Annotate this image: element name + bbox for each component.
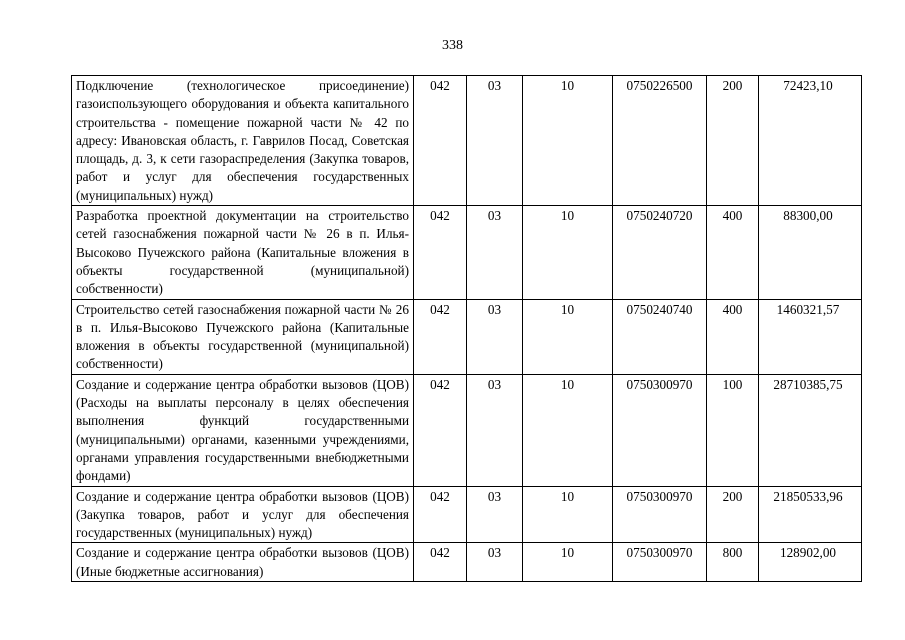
row-subsection-code: 10 — [523, 486, 613, 543]
row-expense-type: 400 — [707, 206, 759, 299]
row-ministry-code: 042 — [414, 374, 467, 486]
row-description: Создание и содержание центра обработки вызовов (ЦОВ) (Закупка товаров, работ и услуг для обеспечения государственных (муниципальных) нужд) — [72, 486, 414, 543]
row-expense-type: 200 — [707, 486, 759, 543]
row-ministry-code: 042 — [414, 486, 467, 543]
row-description: Строительство сетей газоснабжения пожарной части № 26 в п. Илья-Высоково Пучежского района (Капитальные вложения в объекты государственной (муниципальной) собственности) — [72, 299, 414, 374]
row-description: Подключение (технологическое присоединение) газоиспользующего оборудования и объекта капитального строительства - помещение пожарной части № 42 по адресу: Ивановская область, г. Гаврилов Посад, Советская площадь, д. 3, к сети газораспределения (Закупка товаров, работ и услуг для обеспечения государственных (муниципальных) нужд) — [72, 76, 414, 206]
row-description: Создание и содержание центра обработки вызовов (ЦОВ) (Иные бюджетные ассигнования) — [72, 543, 414, 582]
row-target-article: 0750240720 — [613, 206, 707, 299]
row-subsection-code: 10 — [523, 543, 613, 582]
row-expense-type: 100 — [707, 374, 759, 486]
row-section-code: 03 — [467, 206, 523, 299]
row-expense-type: 200 — [707, 76, 759, 206]
row-amount: 28710385,75 — [759, 374, 862, 486]
budget-table — [71, 75, 862, 582]
row-amount: 128902,00 — [759, 543, 862, 582]
row-ministry-code: 042 — [414, 543, 467, 582]
row-target-article: 0750226500 — [613, 76, 707, 206]
row-subsection-code: 10 — [523, 76, 613, 206]
row-subsection-code: 10 — [523, 206, 613, 299]
table-row — [72, 543, 862, 582]
table-row — [72, 374, 862, 486]
table-row — [72, 206, 862, 299]
table-row — [72, 486, 862, 543]
row-target-article: 0750300970 — [613, 543, 707, 582]
row-section-code: 03 — [467, 486, 523, 543]
table-row — [72, 76, 862, 206]
row-description: Разработка проектной документации на строительство сетей газоснабжения пожарной части № 26 в п. Илья-Высоково Пучежского района (Капитальные вложения в объекты государственной (муниципальной) собственности) — [72, 206, 414, 299]
row-expense-type: 800 — [707, 543, 759, 582]
row-amount: 1460321,57 — [759, 299, 862, 374]
row-section-code: 03 — [467, 543, 523, 582]
table-body — [72, 76, 862, 582]
table-row — [72, 299, 862, 374]
row-target-article: 0750240740 — [613, 299, 707, 374]
row-expense-type: 400 — [707, 299, 759, 374]
row-description: Создание и содержание центра обработки вызовов (ЦОВ) (Расходы на выплаты персоналу в целях обеспечения выполнения функций государственными (муниципальными) органами, казенными учреждениями, органами управления государственными внебюджетными фондами) — [72, 374, 414, 486]
row-amount: 88300,00 — [759, 206, 862, 299]
row-section-code: 03 — [467, 299, 523, 374]
row-subsection-code: 10 — [523, 374, 613, 486]
row-subsection-code: 10 — [523, 299, 613, 374]
row-target-article: 0750300970 — [613, 374, 707, 486]
page-number: 338 — [442, 38, 463, 53]
row-ministry-code: 042 — [414, 206, 467, 299]
row-section-code: 03 — [467, 374, 523, 486]
row-ministry-code: 042 — [414, 76, 467, 206]
row-amount: 72423,10 — [759, 76, 862, 206]
row-section-code: 03 — [467, 76, 523, 206]
row-target-article: 0750300970 — [613, 486, 707, 543]
row-ministry-code: 042 — [414, 299, 467, 374]
row-amount: 21850533,96 — [759, 486, 862, 543]
